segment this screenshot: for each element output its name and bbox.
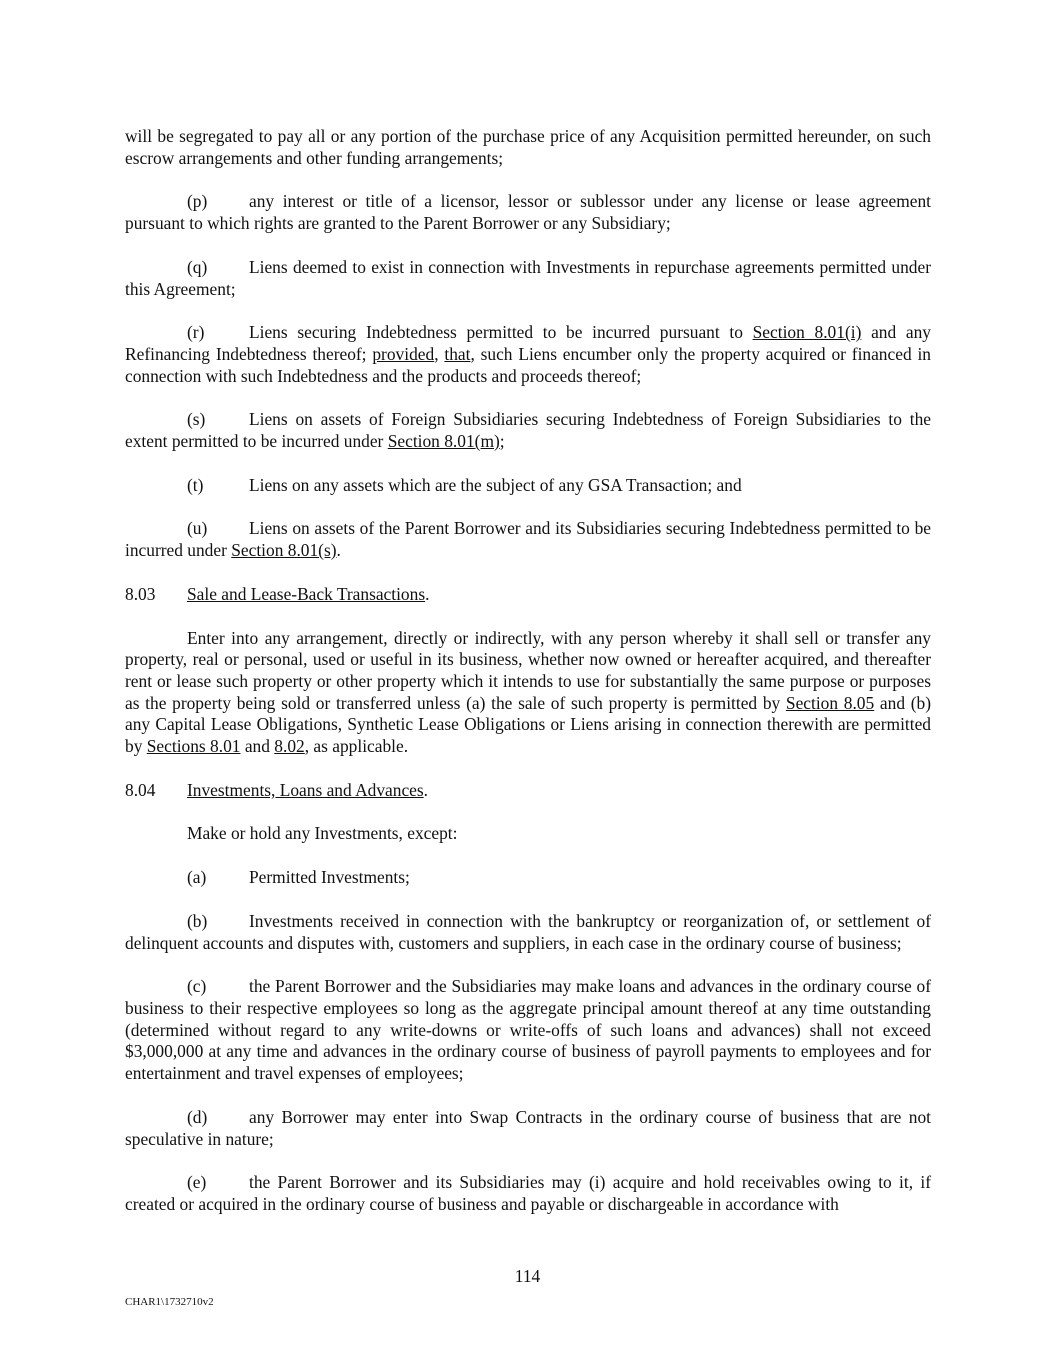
clause-text: . bbox=[336, 540, 341, 561]
clause-label: (d) bbox=[187, 1106, 208, 1127]
document-page bbox=[125, 126, 931, 1238]
clause-text: any interest or title of a licensor, lessor or sublessor under any license or lease agreement pursuant to which rights are granted to the Parent Borrower or any Subsidiary; bbox=[125, 191, 931, 234]
clause-b bbox=[125, 911, 931, 954]
body-text: and (b) any Capital Lease Obligations, Synthetic Lease Obligations or Liens arising in connection therewith are permitted by bbox=[125, 692, 931, 757]
body-text: Enter into any arrangement, directly or indirectly, with any person whereby it shall sell or transfer any property, real or personal, used or useful in its business, whether now owned or hereafter acquired, and thereafter rent or lease such property or other property which it intends to use for substantially the same purpose or purposes as the property being sold or transferred unless (a) the sale of such property is permitted by bbox=[125, 627, 931, 713]
page-number: 114 bbox=[514, 1266, 541, 1286]
section-reference: Section 8.01(s) bbox=[231, 540, 337, 561]
section-title: Investments, Loans and Advances bbox=[187, 779, 424, 800]
section-heading-803 bbox=[125, 584, 931, 606]
clause-text: the Parent Borrower and its Subsidiaries may (i) acquire and hold receivables owing to it, if created or acquired in the ordinary course of business and payable or dischargeable in accordance with bbox=[125, 1172, 931, 1214]
clause-label: (t) bbox=[187, 474, 204, 495]
clause-text: Liens on any assets which are the subject of any GSA Transaction; and bbox=[249, 474, 742, 495]
clause-text: Permitted Investments; bbox=[249, 867, 410, 888]
clause-label: (r) bbox=[187, 322, 205, 343]
clause-label: (p) bbox=[187, 191, 208, 212]
section-reference: Section 8.01(m) bbox=[387, 431, 500, 452]
section-heading-804 bbox=[125, 780, 931, 802]
clause-u bbox=[125, 518, 931, 561]
clause-label: (a) bbox=[187, 867, 207, 888]
clause-text: the Parent Borrower and the Subsidiaries may make loans and advances in the ordinary course of business to their respective employees so long as the aggregate principal amount thereof at any time outstanding (determined without regard to any write-downs or write-offs of such loans and advances) shall not exceed $3,000,000 at any time and advances in the ordinary course of business of payroll payments to employees and for entertainment and travel expenses of employees; bbox=[125, 976, 931, 1084]
section-803-body bbox=[125, 628, 931, 758]
section-reference: 8.02 bbox=[274, 736, 305, 757]
clause-label: (q) bbox=[187, 256, 208, 277]
clause-label: (c) bbox=[187, 976, 207, 997]
section-title: Sale and Lease-Back Transactions bbox=[187, 583, 426, 604]
clause-text: , bbox=[434, 343, 445, 364]
heading-period: . bbox=[423, 779, 429, 800]
document-id: CHAR1\1732710v2 bbox=[125, 1296, 214, 1308]
clause-text: Liens on assets of the Parent Borrower and its Subsidiaries securing Indebtedness permitted to be incurred under bbox=[125, 518, 931, 561]
clause-a bbox=[125, 867, 931, 889]
clause-label: (b) bbox=[187, 910, 208, 931]
clause-r bbox=[125, 322, 931, 387]
clause-p bbox=[125, 191, 931, 234]
clause-t bbox=[125, 475, 931, 497]
clause-text: and any Refinancing Indebtedness thereof; bbox=[125, 322, 931, 364]
clause-label: (s) bbox=[187, 409, 206, 430]
clause-q bbox=[125, 257, 931, 300]
clause-label: (e) bbox=[187, 1172, 207, 1193]
clause-text: , such Liens encumber only the property acquired or financed in connection with such Indebtedness and the products and proceeds thereof; bbox=[125, 343, 931, 386]
clause-d bbox=[125, 1107, 931, 1150]
section-reference: Sections 8.01 bbox=[146, 736, 241, 757]
carry-over-paragraph: will be segregated to pay all or any portion of the purchase price of any Acquisition permitted hereunder, on such escrow arrangements and other funding arrangements; bbox=[125, 126, 931, 168]
section-number: 8.04 bbox=[125, 779, 156, 800]
section-reference: Section 8.05 bbox=[785, 692, 875, 713]
clause-text: Liens securing Indebtedness permitted to be incurred pursuant to bbox=[249, 322, 753, 343]
clause-text: Investments received in connection with the bankruptcy or reorganization of, or settlement of delinquent accounts and disputes with, customers and suppliers, in each case in the ordinary course of business; bbox=[125, 910, 931, 953]
defined-term: that bbox=[444, 343, 471, 364]
section-number: 8.03 bbox=[125, 583, 156, 604]
clause-s bbox=[125, 409, 931, 452]
section-reference: Section 8.01(i) bbox=[752, 322, 862, 343]
clause-text: any Borrower may enter into Swap Contracts in the ordinary course of business that are not speculative in nature; bbox=[125, 1106, 931, 1149]
clause-text: Liens deemed to exist in connection with Investments in repurchase agreements permitted under this Agreement; bbox=[125, 256, 931, 299]
clause-text: Liens on assets of Foreign Subsidiaries securing Indebtedness of Foreign Subsidiaries to the extent permitted to be incurred under bbox=[125, 409, 931, 452]
defined-term: provided bbox=[372, 343, 435, 364]
section-804-intro: Make or hold any Investments, except: bbox=[187, 823, 458, 844]
clause-text: ; bbox=[499, 431, 505, 452]
clause-label: (u) bbox=[187, 518, 208, 539]
body-text: and bbox=[240, 736, 275, 757]
heading-period: . bbox=[425, 583, 430, 604]
body-text: , as applicable. bbox=[304, 736, 409, 757]
clause-c bbox=[125, 976, 931, 1085]
clause-e bbox=[125, 1172, 931, 1215]
